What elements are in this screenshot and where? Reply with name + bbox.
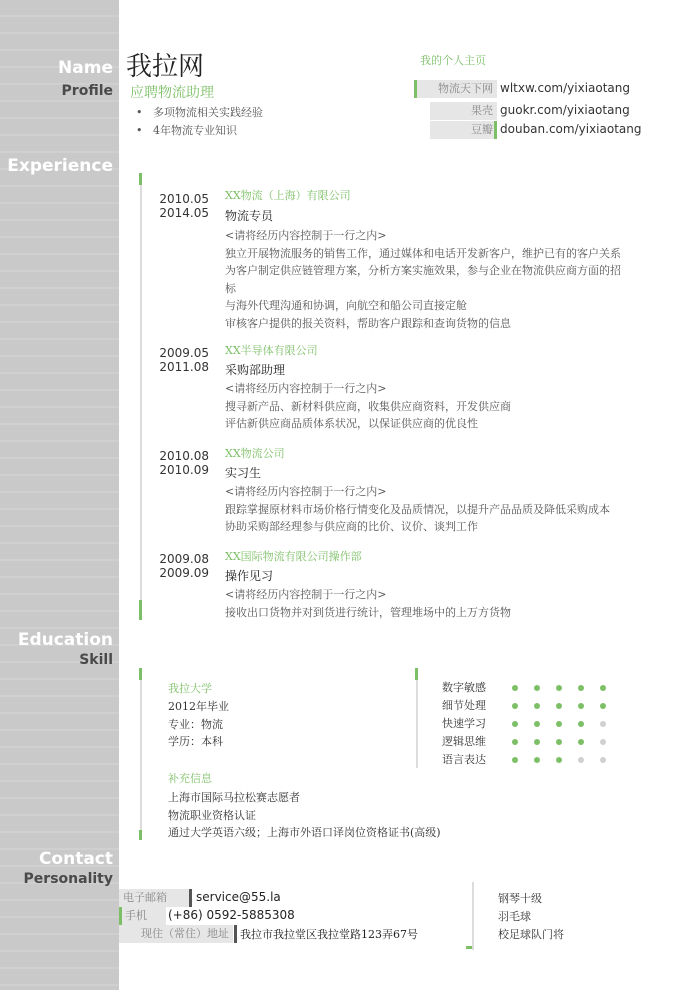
exp-start-date: 2010.05 bbox=[159, 192, 209, 206]
school-name: 我拉大学 bbox=[168, 682, 212, 695]
label-experience: Experience bbox=[7, 156, 113, 176]
exp-details bbox=[225, 227, 621, 333]
skill-level-dot bbox=[578, 757, 584, 763]
exp-detail-line: 与海外代理沟通和协调，向航空和船公司直接定舱 bbox=[225, 299, 467, 313]
skill-name: 快速学习 bbox=[442, 717, 486, 730]
profile-bullet: • 多项物流相关实践经验 bbox=[136, 106, 263, 119]
timeline-marker-bottom bbox=[139, 830, 142, 840]
skill-level-dot bbox=[512, 739, 518, 745]
extra-info-line: 上海市国际马拉松赛志愿者 bbox=[168, 791, 300, 804]
exp-start-date: 2009.05 bbox=[159, 346, 209, 360]
skills-divider bbox=[416, 668, 418, 768]
contact-label-address: 现住（常住）地址 bbox=[119, 925, 233, 943]
candidate-name: 我拉网 bbox=[126, 52, 205, 82]
education-line: 学历：本科 bbox=[168, 735, 223, 749]
label-skill: Skill bbox=[79, 652, 113, 668]
exp-details bbox=[225, 483, 610, 536]
skill-level-dot bbox=[556, 703, 562, 709]
label-education: Education bbox=[17, 630, 113, 650]
skill-level-dot bbox=[578, 739, 584, 745]
exp-role: 采购部助理 bbox=[225, 363, 286, 377]
job-position: 应聘物流助理 bbox=[130, 85, 214, 101]
exp-company: XX物流公司 bbox=[225, 447, 285, 460]
label-name: Name bbox=[58, 58, 113, 78]
skill-level-dot bbox=[600, 703, 606, 709]
exp-detail-line: 评估新供应商品质体系状况，以保证供应商的优良性 bbox=[225, 417, 478, 431]
contact-label-phone: 手机 bbox=[119, 907, 166, 925]
exp-details bbox=[225, 586, 511, 621]
exp-detail-line: 审核客户提供的报关资料，帮助客户跟踪和查询货物的信息 bbox=[225, 316, 511, 330]
exp-end-date: 2010.09 bbox=[159, 463, 209, 477]
exp-start-date: 2010.08 bbox=[159, 449, 209, 463]
skill-level-dot bbox=[578, 703, 584, 709]
label-personality: Personality bbox=[23, 871, 113, 887]
contact-marker bbox=[119, 907, 122, 925]
link-guokr[interactable]: guokr.com/yixiaotang bbox=[500, 103, 630, 117]
extra-info-title: 补充信息 bbox=[168, 772, 212, 785]
link-marker bbox=[414, 80, 417, 98]
skill-level-dot bbox=[534, 739, 540, 745]
skill-level-dot bbox=[512, 685, 518, 691]
timeline-marker-bottom bbox=[139, 600, 142, 620]
exp-detail-line: 协助采购部经理参与供应商的比价、议价、谈判工作 bbox=[225, 520, 478, 534]
skill-level-dot bbox=[600, 757, 606, 763]
personality-item: 校足球队门将 bbox=[498, 928, 564, 941]
exp-detail-line: 为客户制定供应链管理方案，分析方案实施效果，参与企业在物流供应商方面的招 bbox=[225, 264, 621, 278]
skill-level-dot bbox=[600, 739, 606, 745]
exp-company: XX物流（上海）有限公司 bbox=[225, 189, 351, 202]
personality-item: 羽毛球 bbox=[498, 910, 531, 923]
skill-name: 数字敏感 bbox=[442, 681, 486, 694]
exp-start-date: 2009.08 bbox=[159, 552, 209, 566]
contact-marker bbox=[234, 925, 237, 943]
exp-end-date: 2009.09 bbox=[159, 566, 209, 580]
profile-bullet: • 4年物流专业知识 bbox=[136, 124, 237, 137]
skill-level-dot bbox=[578, 685, 584, 691]
contact-label-email: 电子邮箱 bbox=[119, 889, 192, 907]
contact-phone[interactable]: (+86) 0592-5885308 bbox=[168, 908, 295, 922]
exp-detail-line: <请将经历内容控制于一行之内> bbox=[225, 382, 387, 395]
homepage-title: 我的个人主页 bbox=[420, 54, 486, 67]
exp-detail-line: <请将经历内容控制于一行之内> bbox=[225, 229, 387, 242]
timeline-marker-top bbox=[139, 173, 142, 185]
exp-end-date: 2011.08 bbox=[159, 360, 209, 374]
timeline-marker-top bbox=[139, 668, 142, 680]
skill-level-dot bbox=[556, 739, 562, 745]
sidebar bbox=[0, 0, 119, 990]
skill-level-dot bbox=[556, 757, 562, 763]
link-label-douban: 豆瓣 bbox=[430, 121, 497, 139]
skill-level-dot bbox=[512, 703, 518, 709]
skill-level-dot bbox=[512, 757, 518, 763]
link-marker bbox=[494, 121, 497, 139]
skill-level-dot bbox=[578, 721, 584, 727]
link-label-wltxw: 物流天下网 bbox=[415, 80, 497, 98]
personality-list bbox=[498, 890, 564, 944]
skill-level-dot bbox=[556, 721, 562, 727]
link-label-guokr: 果壳 bbox=[430, 102, 497, 120]
skill-level-dot bbox=[534, 757, 540, 763]
contact-email[interactable]: service@55.la bbox=[196, 890, 281, 904]
personality-marker bbox=[466, 946, 472, 949]
exp-detail-line: 标 bbox=[225, 281, 236, 295]
skill-name: 语言表达 bbox=[442, 753, 486, 766]
label-profile: Profile bbox=[61, 83, 113, 99]
exp-role: 操作见习 bbox=[225, 569, 274, 583]
education-details bbox=[168, 698, 229, 751]
skill-level-dot bbox=[512, 721, 518, 727]
skill-level-dot bbox=[534, 703, 540, 709]
education-line: 专业：物流 bbox=[168, 717, 223, 731]
extra-info-line: 通过大学英语六级；上海市外语口译岗位资格证书(高级) bbox=[168, 826, 441, 840]
exp-detail-line: 跟踪掌握原材料市场价格行情变化及品质情况，以提升产品品质及降低采购成本 bbox=[225, 502, 610, 516]
experience-timeline bbox=[140, 173, 142, 620]
personality-item: 钢琴十级 bbox=[498, 892, 542, 905]
skills-marker bbox=[415, 668, 418, 680]
exp-role: 实习生 bbox=[225, 466, 262, 480]
skill-name: 逻辑思维 bbox=[442, 735, 486, 748]
exp-detail-line: <请将经历内容控制于一行之内> bbox=[225, 588, 387, 601]
exp-end-date: 2014.05 bbox=[159, 206, 209, 220]
exp-details bbox=[225, 380, 511, 433]
education-timeline bbox=[140, 668, 142, 840]
profile-bullets bbox=[136, 104, 263, 140]
exp-detail-line: <请将经历内容控制于一行之内> bbox=[225, 485, 387, 498]
skill-level-dot bbox=[556, 685, 562, 691]
exp-company: XX半导体有限公司 bbox=[225, 344, 318, 357]
skill-level-dot bbox=[534, 685, 540, 691]
contact-marker bbox=[189, 889, 192, 907]
skill-level-dot bbox=[534, 721, 540, 727]
label-contact: Contact bbox=[38, 849, 113, 869]
exp-detail-line: 搜寻新产品、新材料供应商，收集供应商资料，开发供应商 bbox=[225, 399, 511, 413]
education-line: 2012年毕业 bbox=[168, 700, 229, 713]
skill-level-dot bbox=[600, 721, 606, 727]
link-wltxw[interactable]: wltxw.com/yixiaotang bbox=[500, 81, 631, 95]
contact-address: 我拉市我拉堂区我拉堂路123弄67号 bbox=[240, 928, 418, 941]
exp-detail-line: 独立开展物流服务的销售工作，通过媒体和电话开发新客户，维护已有的客户关系 bbox=[225, 246, 621, 260]
exp-role: 物流专员 bbox=[225, 209, 274, 223]
exp-company: XX国际物流有限公司操作部 bbox=[225, 550, 362, 563]
extra-info-details bbox=[168, 789, 441, 842]
exp-detail-line: 接收出口货物并对到货进行统计，管理堆场中的上万方货物 bbox=[225, 605, 511, 619]
skill-level-dot bbox=[600, 685, 606, 691]
personality-divider bbox=[472, 882, 474, 950]
extra-info-line: 物流职业资格认证 bbox=[168, 808, 256, 822]
skill-name: 细节处理 bbox=[442, 699, 486, 712]
link-douban[interactable]: douban.com/yixiaotang bbox=[500, 122, 642, 136]
